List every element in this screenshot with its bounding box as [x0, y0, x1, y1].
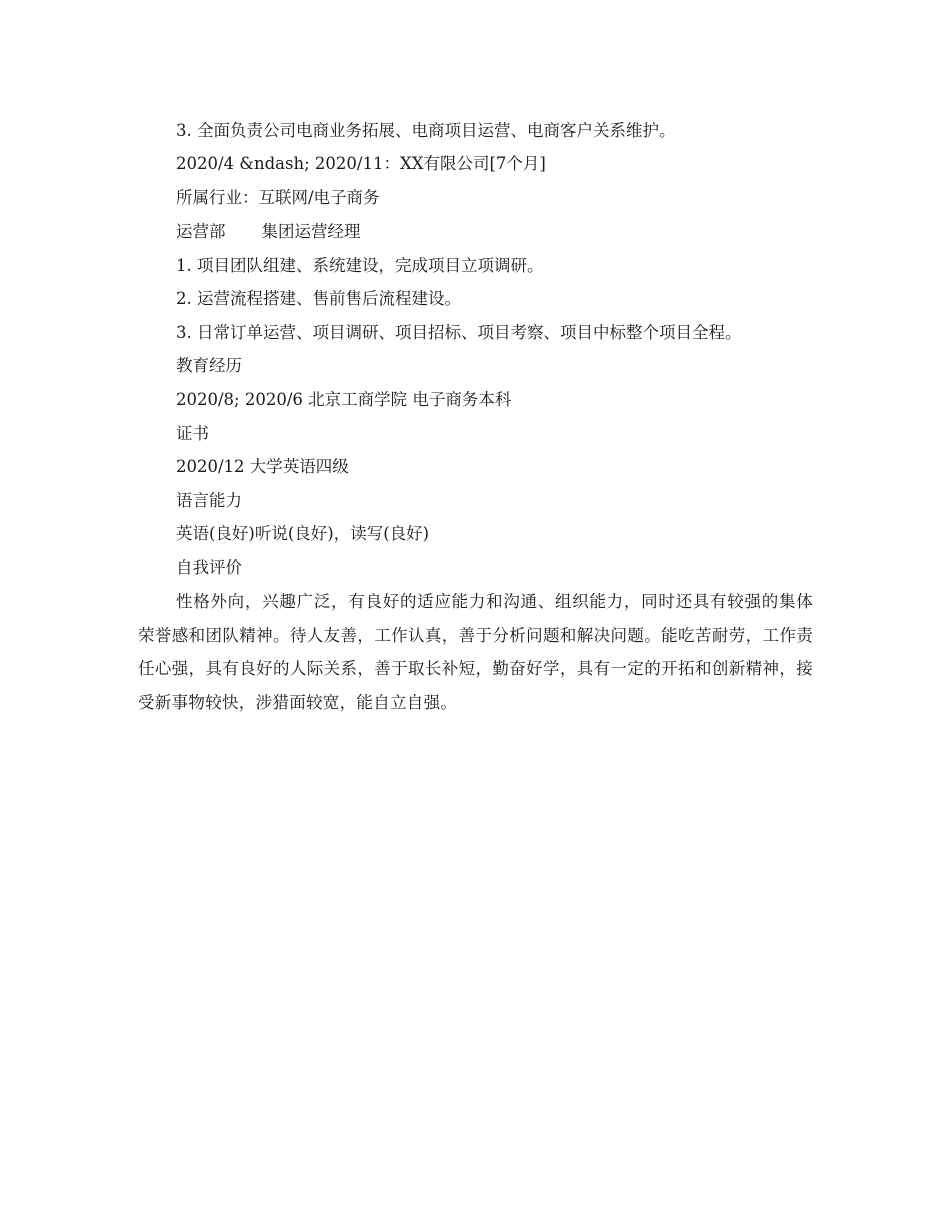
position: 集团运营经理 — [261, 222, 361, 241]
self-evaluation-paragraph: 性格外向，兴趣广泛，有良好的适应能力和沟通、组织能力，同时还具有较强的集体荣誉感和团队精神。待人友善，工作认真，善于分析问题和解决问题。能吃苦耐劳，工作责任心强，具有良好的人际关系，善于取长补短，勤奋好学，具有一定的开拓和创新精神，接受新事物较快，涉猎面较宽，能自立自强。 — [138, 592, 813, 712]
certificate-entry: 2020/12 大学英语四级 — [176, 457, 349, 476]
education-entry: 2020/8; 2020/6 北京工商学院 电子商务本科 — [176, 390, 512, 409]
education-heading: 教育经历 — [176, 356, 242, 375]
language-heading: 语言能力 — [176, 491, 242, 510]
duty-1: 1. 项目团队组建、系统建设，完成项目立项调研。 — [176, 256, 544, 275]
department: 运营部 — [176, 222, 226, 241]
language-entry: 英语(良好)听说(良好)，读写(良好) — [176, 524, 430, 543]
industry-line: 所属行业：互联网/电子商务 — [176, 188, 380, 207]
duty-2: 2. 运营流程搭建、售前售后流程建设。 — [176, 289, 461, 308]
department-position-line — [176, 221, 361, 243]
job-period: 2020/4 &ndash; 2020/11：XX有限公司[7个月] — [176, 154, 546, 173]
self-evaluation-heading: 自我评价 — [176, 558, 242, 577]
duty-3: 3. 日常订单运营、项目调研、项目招标、项目考察、项目中标整个项目全程。 — [176, 323, 742, 342]
certificate-heading: 证书 — [176, 424, 209, 443]
previous-job-duty-3: 3. 全面负责公司电商业务拓展、电商项目运营、电商客户关系维护。 — [176, 121, 676, 140]
